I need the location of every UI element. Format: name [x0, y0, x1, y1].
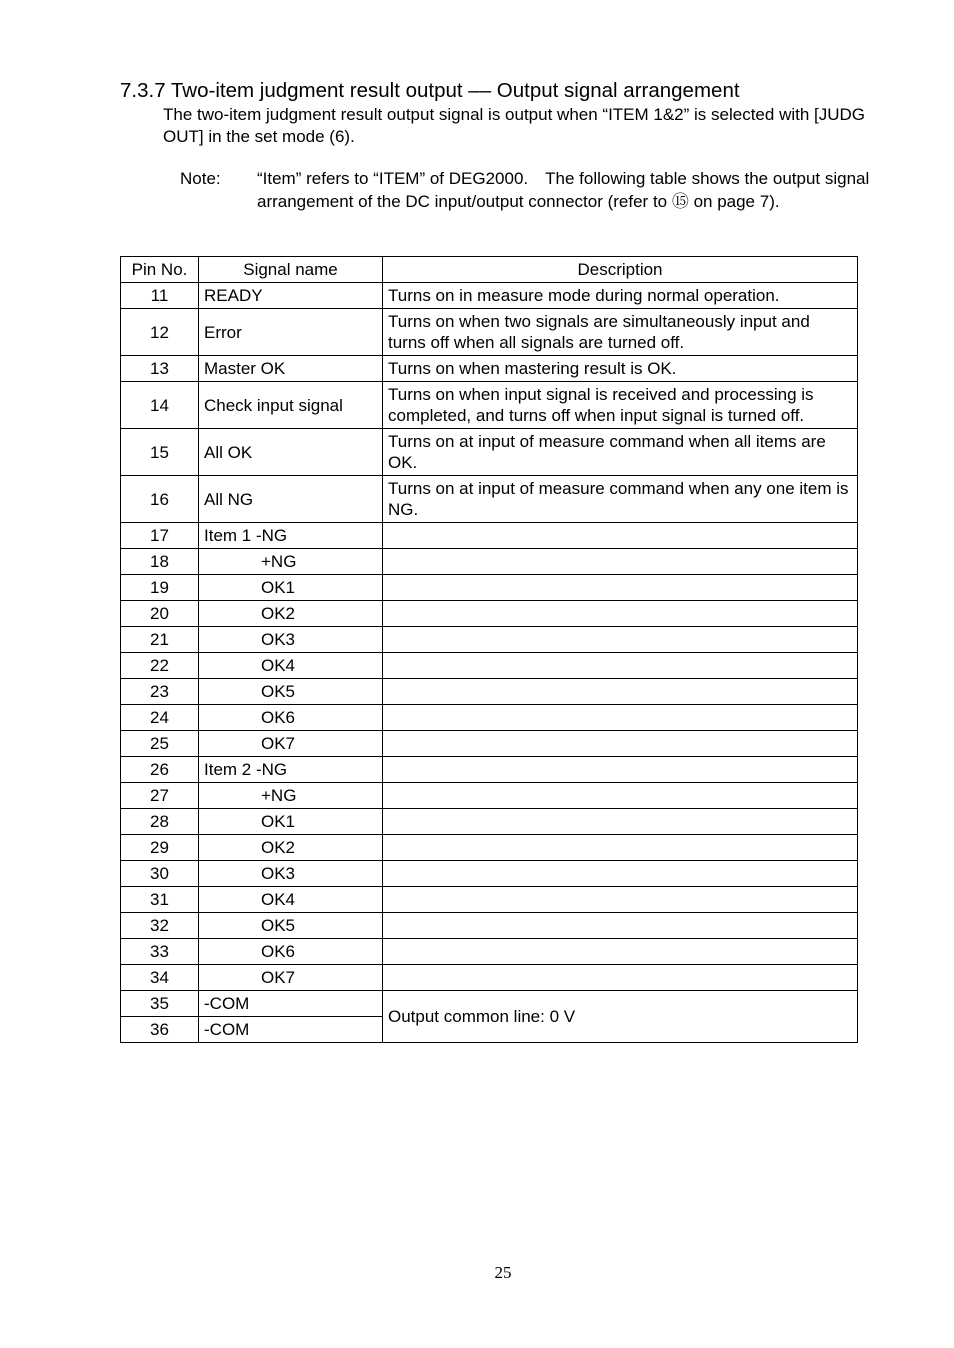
signal-cell: Item 1 -NG [199, 523, 383, 549]
description-cell: Turns on when mastering result is OK. [383, 356, 858, 382]
header-description: Description [383, 257, 858, 283]
description-cell: Turns on at input of measure command when all items are OK. [383, 429, 858, 476]
header-pin-no: Pin No. [121, 257, 199, 283]
pin-cell: 23 [121, 679, 199, 705]
description-cell: Turns on at input of measure command when any one item is NG. [383, 476, 858, 523]
pin-cell: 36 [121, 1017, 199, 1043]
table-row [121, 783, 858, 809]
description-cell [383, 757, 858, 783]
pin-cell: 31 [121, 887, 199, 913]
table-row [121, 283, 858, 309]
signal-cell: -COM [199, 1017, 383, 1043]
description-cell: Turns on when two signals are simultaneously input and turns off when all signals are turned off. [383, 309, 858, 356]
table-row [121, 679, 858, 705]
signal-cell: OK3 [199, 627, 383, 653]
pin-cell: 19 [121, 575, 199, 601]
signal-cell: Item 2 -NG [199, 757, 383, 783]
page-number: 25 [494, 1263, 512, 1282]
signal-cell: OK7 [199, 731, 383, 757]
description-cell [383, 835, 858, 861]
table-row [121, 965, 858, 991]
description-cell [383, 575, 858, 601]
pin-cell: 32 [121, 913, 199, 939]
signal-cell: OK5 [199, 913, 383, 939]
table-row [121, 757, 858, 783]
signal-cell: OK2 [199, 601, 383, 627]
pin-cell: 34 [121, 965, 199, 991]
table-row [121, 939, 858, 965]
section-heading: 7.3.7 Two-item judgment result output –– Output signal arrangement [120, 79, 740, 102]
signal-cell: Check input signal [199, 382, 383, 429]
pin-cell: 27 [121, 783, 199, 809]
pin-cell: 16 [121, 476, 199, 523]
signal-cell: OK6 [199, 939, 383, 965]
description-cell [383, 705, 858, 731]
pin-cell: 12 [121, 309, 199, 356]
description-cell [383, 601, 858, 627]
pin-cell: 33 [121, 939, 199, 965]
table-row [121, 309, 858, 356]
signal-cell: OK2 [199, 835, 383, 861]
pin-cell: 25 [121, 731, 199, 757]
table-row [121, 861, 858, 887]
signal-cell: OK5 [199, 679, 383, 705]
table-row [121, 356, 858, 382]
output-signal-table [120, 256, 858, 1043]
signal-cell: All OK [199, 429, 383, 476]
table-row [121, 653, 858, 679]
signal-cell: +NG [199, 783, 383, 809]
pin-cell: 35 [121, 991, 199, 1017]
table-row [121, 476, 858, 523]
description-cell [383, 783, 858, 809]
table-row [121, 887, 858, 913]
pin-cell: 28 [121, 809, 199, 835]
note-label: Note: [180, 169, 221, 188]
table-row [121, 382, 858, 429]
note-text: “Item” refers to “ITEM” of DEG2000. The following table shows the output signal arrangement of the DC input/output connector (refer to ⑮ on page 7). [257, 169, 870, 211]
description-cell [383, 861, 858, 887]
table-row [121, 429, 858, 476]
signal-cell: OK1 [199, 575, 383, 601]
pin-cell: 17 [121, 523, 199, 549]
pin-cell: 15 [121, 429, 199, 476]
table-row [121, 627, 858, 653]
description-cell [383, 887, 858, 913]
description-cell: Output common line: 0 V [383, 991, 858, 1043]
table-row [121, 809, 858, 835]
table-header-row [121, 257, 858, 283]
signal-cell: Master OK [199, 356, 383, 382]
signal-cell: OK7 [199, 965, 383, 991]
description-cell [383, 679, 858, 705]
pin-cell: 24 [121, 705, 199, 731]
pin-cell: 30 [121, 861, 199, 887]
table-row [121, 731, 858, 757]
pin-cell: 11 [121, 283, 199, 309]
description-cell [383, 653, 858, 679]
description-cell [383, 549, 858, 575]
pin-cell: 26 [121, 757, 199, 783]
table-row [121, 913, 858, 939]
signal-cell: OK6 [199, 705, 383, 731]
pin-cell: 29 [121, 835, 199, 861]
signal-cell: READY [199, 283, 383, 309]
signal-cell: -COM [199, 991, 383, 1017]
description-cell [383, 809, 858, 835]
signal-cell: OK1 [199, 809, 383, 835]
signal-cell: All NG [199, 476, 383, 523]
pin-cell: 14 [121, 382, 199, 429]
table-row [121, 549, 858, 575]
header-signal-name: Signal name [199, 257, 383, 283]
description-cell: Turns on when input signal is received and processing is completed, and turns off when input signal is turned off. [383, 382, 858, 429]
pin-cell: 18 [121, 549, 199, 575]
description-cell [383, 965, 858, 991]
table-row [121, 523, 858, 549]
signal-cell: OK4 [199, 887, 383, 913]
signal-cell: OK3 [199, 861, 383, 887]
description-cell [383, 523, 858, 549]
table-row [121, 575, 858, 601]
pin-cell: 22 [121, 653, 199, 679]
description-cell [383, 939, 858, 965]
description-cell [383, 627, 858, 653]
pin-cell: 21 [121, 627, 199, 653]
table-row [121, 835, 858, 861]
table-row [121, 601, 858, 627]
pin-cell: 13 [121, 356, 199, 382]
intro-paragraph: The two-item judgment result output signal is output when “ITEM 1&2” is selected with [JUDG OUT] in the set mode (6). [163, 105, 866, 146]
signal-cell: +NG [199, 549, 383, 575]
signal-cell: OK4 [199, 653, 383, 679]
table-row [121, 705, 858, 731]
table-row [121, 991, 858, 1017]
signal-cell: Error [199, 309, 383, 356]
description-cell [383, 913, 858, 939]
pin-cell: 20 [121, 601, 199, 627]
description-cell: Turns on in measure mode during normal operation. [383, 283, 858, 309]
description-cell [383, 731, 858, 757]
